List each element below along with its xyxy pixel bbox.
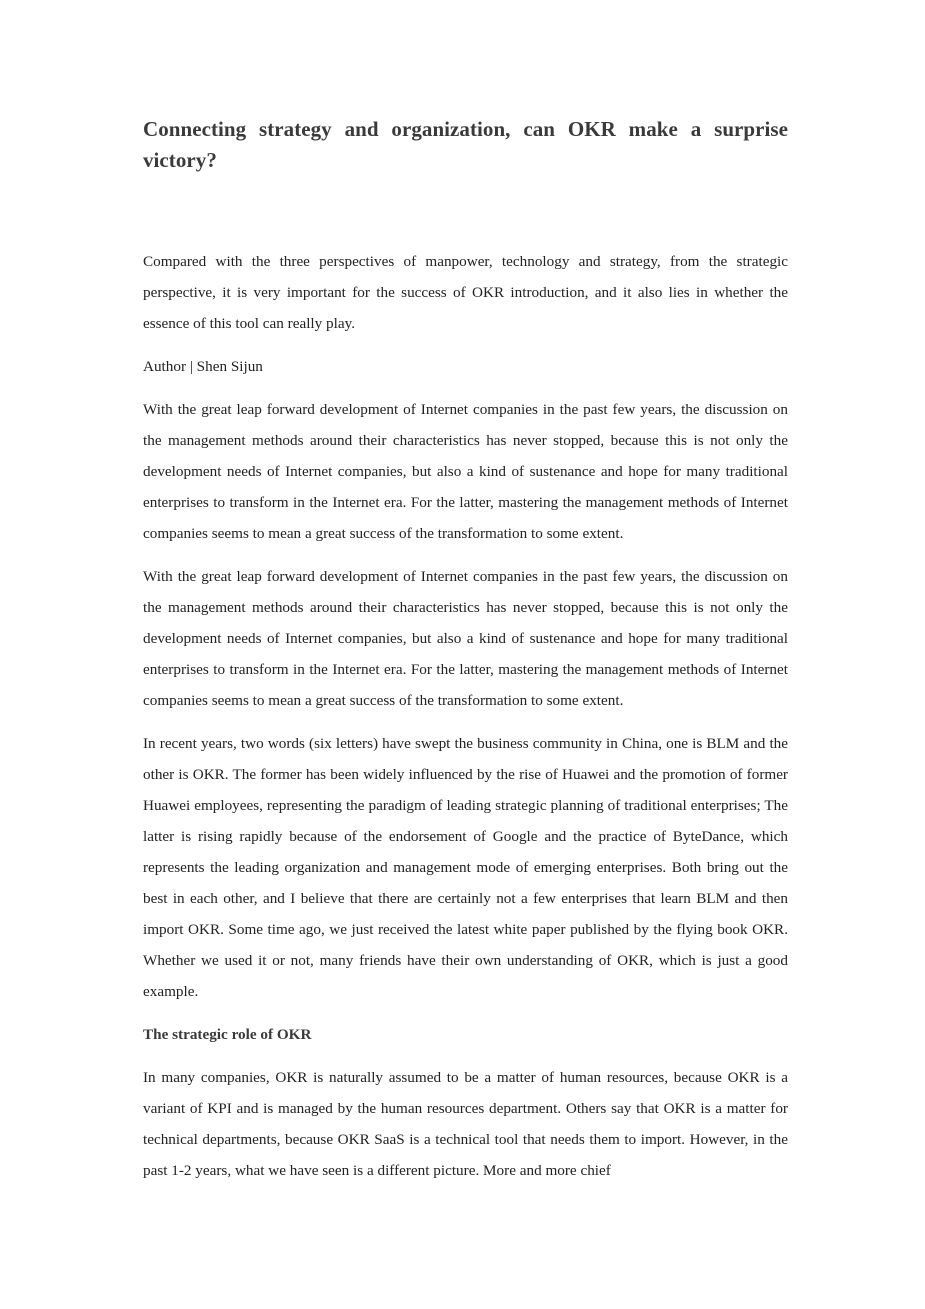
intro-paragraph: Compared with the three perspectives of manpower, technology and strategy, from the strategic perspective, it is very important for the success of OKR introduction, and it also lies in whether the essence of this tool can really play. (143, 253, 788, 332)
body-paragraph-1: With the great leap forward development of Internet companies in the past few years, the discussion on the management methods around their characteristics has never stopped, because this is not only the development needs of Internet companies, but also a kind of sustenance and hope for many traditional enterprises to transform in the Internet era. For the latter, mastering the management methods of Internet companies seems to mean a great success of the transformation to some extent. (143, 401, 788, 542)
body-paragraph-4: In many companies, OKR is naturally assumed to be a matter of human resources, because OKR is a variant of KPI and is managed by the human resources department. Others say that OKR is a matter for technical departments, because OKR SaaS is a technical tool that needs them to import. However, in the past 1-2 years, what we have seen is a different picture. More and more chief (143, 1069, 788, 1179)
author-line: Author | Shen Sijun (143, 358, 263, 375)
body-paragraph-2: With the great leap forward development of Internet companies in the past few years, the discussion on the management methods around their characteristics has never stopped, because this is not only the development needs of Internet companies, but also a kind of sustenance and hope for many traditional enterprises to transform in the Internet era. For the latter, mastering the management methods of Internet companies seems to mean a great success of the transformation to some extent. (143, 568, 788, 709)
article-title: Connecting strategy and organization, can OKR make a surprise victory? (143, 117, 788, 172)
body-paragraph-3: In recent years, two words (six letters) have swept the business community in China, one is BLM and the other is OKR. The former has been widely influenced by the rise of Huawei and the promotion of former Huawei employees, representing the paradigm of leading strategic planning of traditional enterprises; The latter is rising rapidly because of the endorsement of Google and the practice of ByteDance, which represents the leading organization and management mode of emerging enterprises. Both bring out the best in each other, and I believe that there are certainly not a few enterprises that learn BLM and then import OKR. Some time ago, we just received the latest white paper published by the flying book OKR. Whether we used it or not, many friends have their own understanding of OKR, which is just a good example. (143, 735, 788, 1000)
section-heading: The strategic role of OKR (143, 1026, 312, 1043)
document-page (143, 114, 788, 1198)
